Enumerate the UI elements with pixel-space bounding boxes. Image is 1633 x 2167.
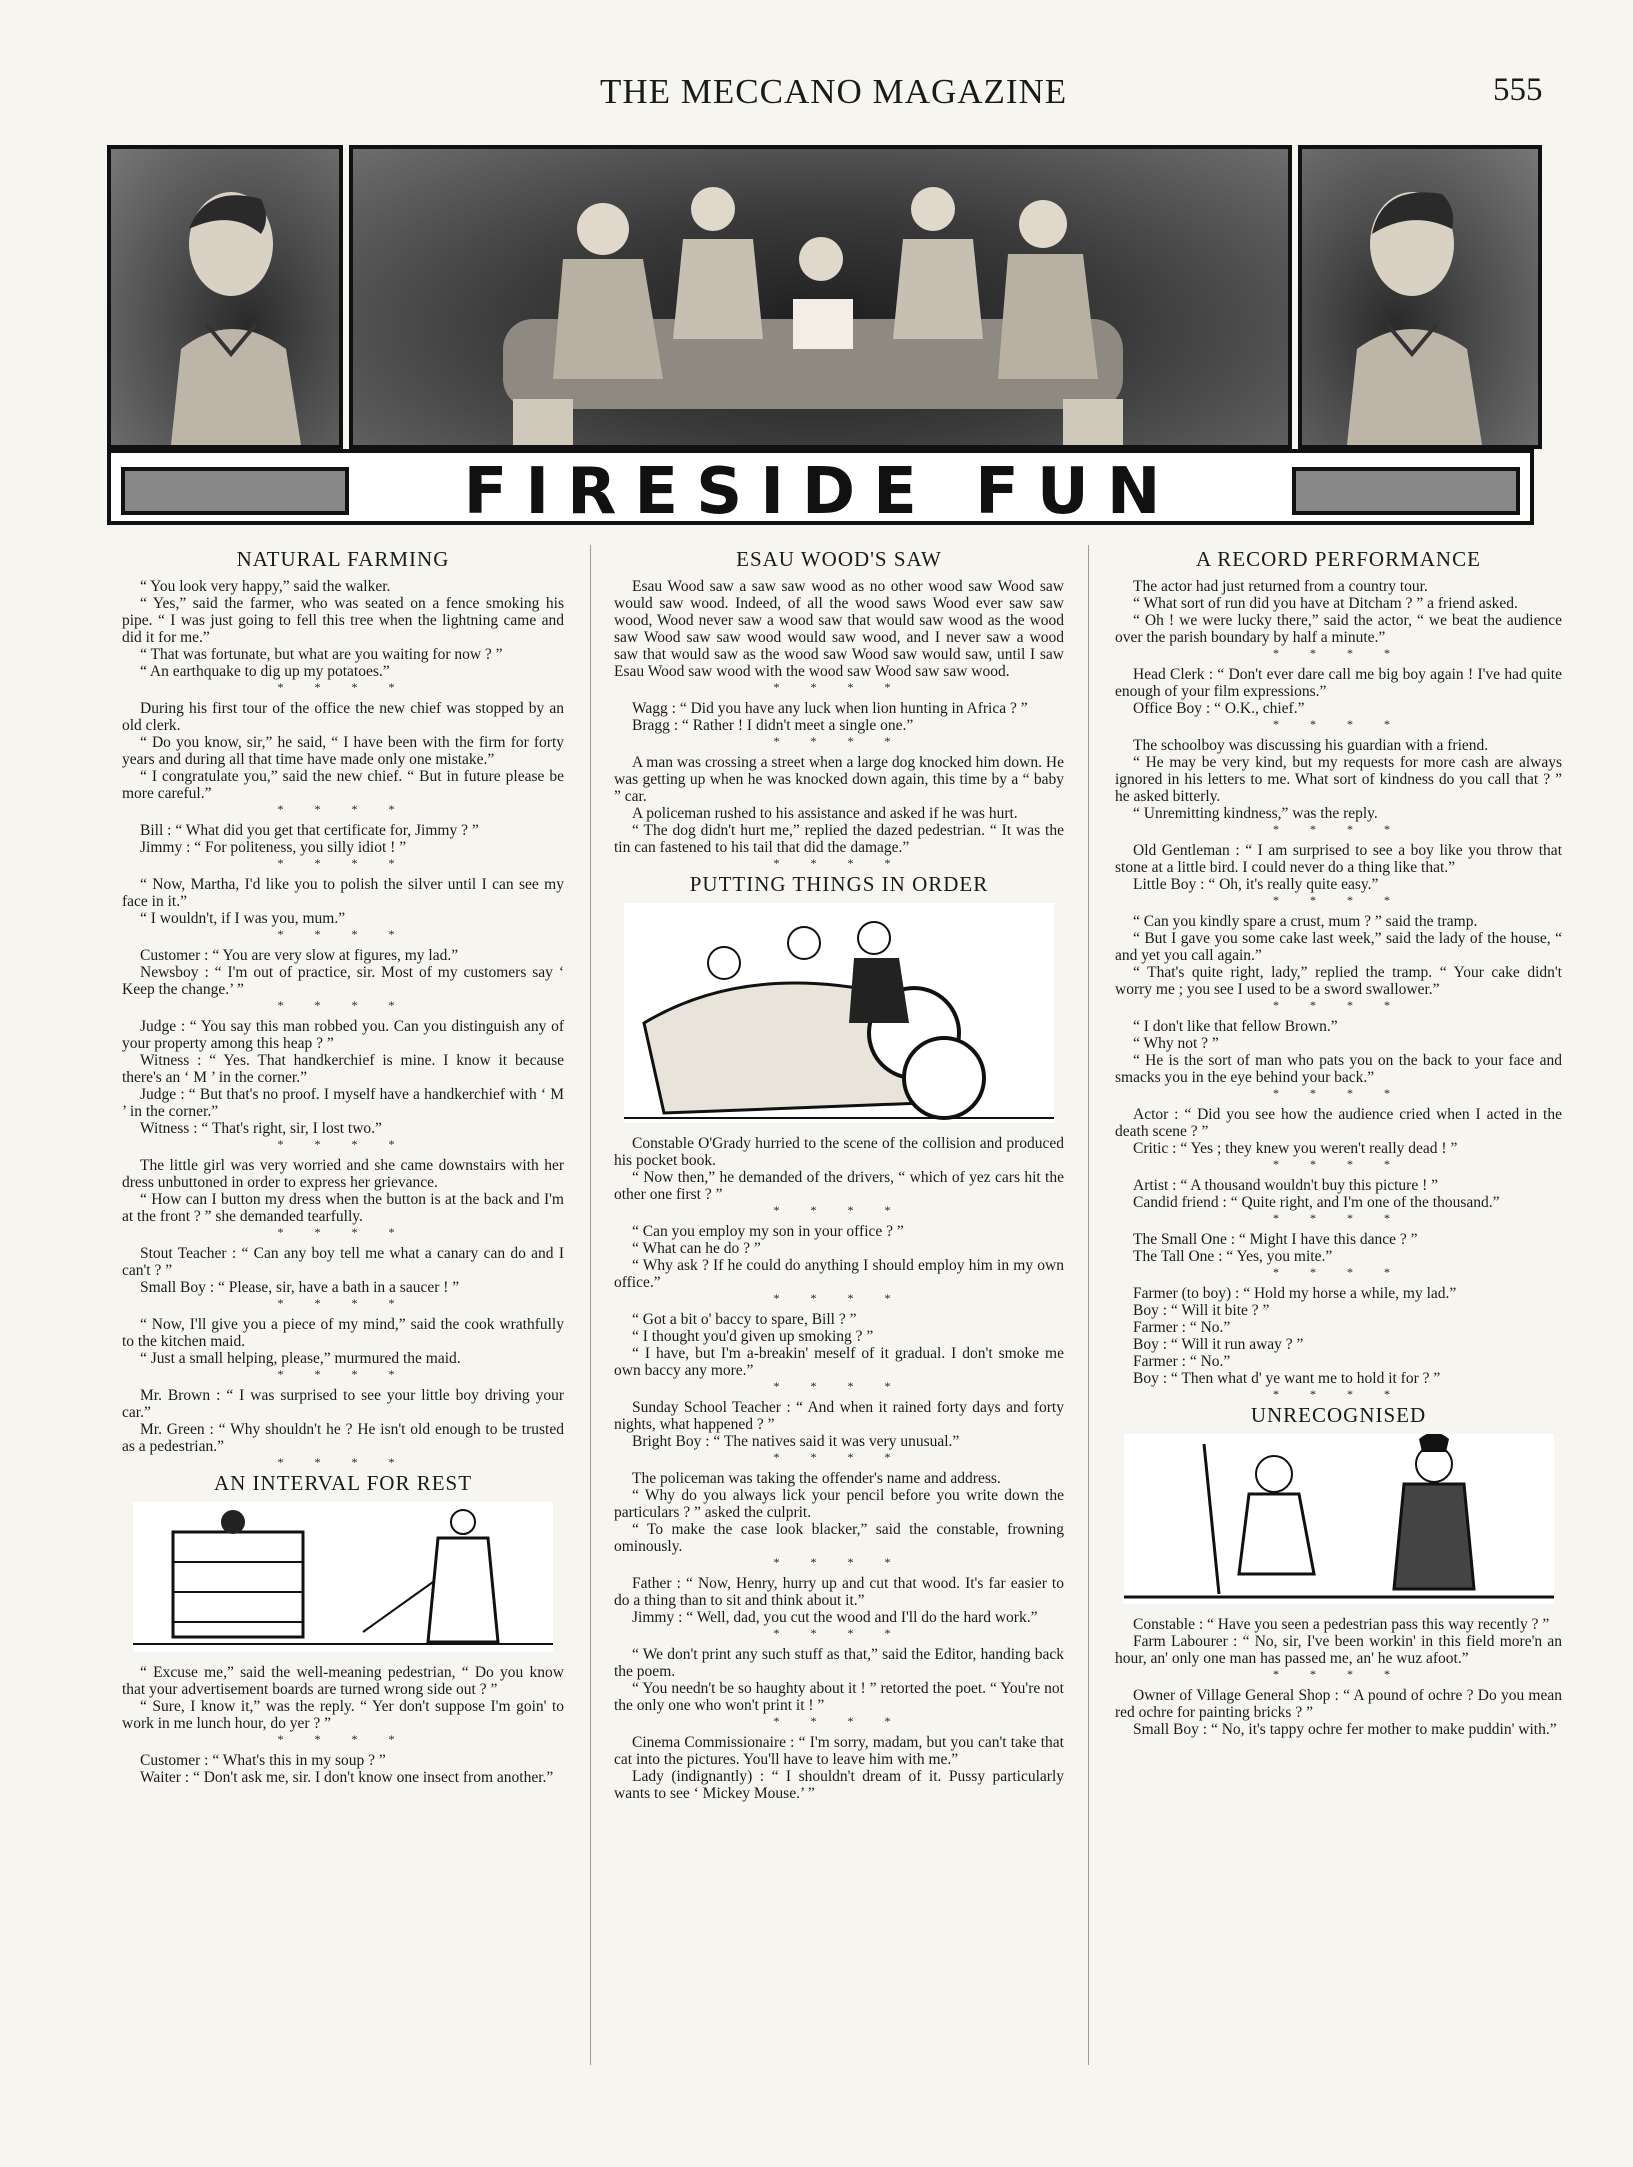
paragraph: Farmer (to boy) : “ Hold my horse a while, my lad.” xyxy=(1133,1285,1457,1302)
separator-asterisks: * * * * xyxy=(1273,822,1404,836)
paragraph: Farm Labourer : “ No, sir, I've been workin' in this field more'n an hour, an' only one man has passed me, an' he wuz afoot.” xyxy=(1115,1633,1562,1667)
paragraph: Constable : “ Have you seen a pedestrian pass this way recently ? ” xyxy=(1133,1616,1550,1633)
separator-asterisks: * * * * xyxy=(277,1296,409,1310)
paragraph: “ That was fortunate, but what are you waiting for now ? ” xyxy=(140,646,503,663)
paragraph: “ He is the sort of man who pats you on the back to your face and smacks you in the eye behind your back.” xyxy=(1115,1052,1562,1086)
section-body xyxy=(122,578,564,1469)
separator-asterisks: * * * * xyxy=(1273,1667,1404,1681)
section-body xyxy=(122,1664,564,1786)
paragraph: Lady (indignantly) : “ I shouldn't dream of it. Pussy particularly wants to see ‘ Mickey Mouse.’ ” xyxy=(614,1768,1064,1802)
separator-asterisks: * * * * xyxy=(1273,717,1404,731)
separator-asterisks: * * * * xyxy=(277,1455,409,1469)
paragraph: Witness : “ That's right, sir, I lost two.” xyxy=(140,1120,382,1137)
paragraph: Father : “ Now, Henry, hurry up and cut that wood. It's far easier to do a thing than to sit and think about it.” xyxy=(614,1575,1064,1609)
separator-asterisks: * * * * xyxy=(773,680,905,694)
separator-asterisks: * * * * xyxy=(773,1626,905,1640)
paragraph: “ I have, but I'm a-breakin' meself of it gradual. I don't smoke me own baccy any more.” xyxy=(614,1345,1064,1379)
separator-asterisks: * * * * xyxy=(277,1225,409,1239)
paragraph: Small Boy : “ Please, sir, have a bath in a saucer ! ” xyxy=(140,1279,460,1296)
paragraph: The schoolboy was discussing his guardian with a friend. xyxy=(1133,737,1489,754)
separator-asterisks: * * * * xyxy=(1273,1086,1404,1100)
paragraph: Bill : “ What did you get that certificate for, Jimmy ? ” xyxy=(140,822,479,839)
paragraph: “ Just a small helping, please,” murmured the maid. xyxy=(140,1350,461,1367)
paragraph: The Small One : “ Might I have this dance ? ” xyxy=(1133,1231,1418,1248)
paragraph: Critic : “ Yes ; they knew you weren't really dead ! ” xyxy=(1133,1140,1458,1157)
paragraph: “ Can you employ my son in your office ? ” xyxy=(632,1223,904,1240)
section-body xyxy=(1115,1616,1562,1738)
paragraph: Stout Teacher : “ Can any boy tell me what a canary can do and I can't ? ” xyxy=(122,1245,564,1279)
paragraph: “ I congratulate you,” said the new chief. “ But in future please be more careful.” xyxy=(122,768,564,802)
paragraph: “ The dog didn't hurt me,” replied the dazed pedestrian. “ It was the tin can fastened to his tail that did the damage.” xyxy=(614,822,1064,856)
paragraph: Wagg : “ Did you have any luck when lion hunting in Africa ? ” xyxy=(632,700,1028,717)
constable-and-farm-labourer-illustration xyxy=(1124,1434,1554,1604)
column-1 xyxy=(122,545,564,1786)
section-heading: ESAU WOOD'S SAW xyxy=(736,547,942,571)
paragraph: Boy : “ Then what d' ye want me to hold it for ? ” xyxy=(1133,1370,1441,1387)
paragraph: Jimmy : “ For politeness, you silly idiot ! ” xyxy=(140,839,407,856)
paragraph: Constable O'Grady hurried to the scene of the collision and produced his pocket book. xyxy=(614,1135,1064,1169)
paragraph: “ Why do you always lick your pencil before you write down the particulars ? ” asked the culprit. xyxy=(614,1487,1064,1521)
paragraph: “ But I gave you some cake last week,” said the lady of the house, “ and yet you call again.” xyxy=(1115,930,1562,964)
paragraph: During his first tour of the office the new chief was stopped by an old clerk. xyxy=(122,700,564,734)
paragraph: Cinema Commissionaire : “ I'm sorry, madam, but you can't take that cat into the pictures. You'll have to leave him with me.” xyxy=(614,1734,1064,1768)
section-heading: UNRECOGNISED xyxy=(1250,1403,1427,1427)
separator-asterisks: * * * * xyxy=(277,1367,409,1381)
paragraph: The actor had just returned from a country tour. xyxy=(1133,578,1428,595)
paragraph: Old Gentleman : “ I am surprised to see a boy like you throw that stone at a little bird. I could never do a thing like that.” xyxy=(1115,842,1562,876)
section-body xyxy=(1115,578,1562,1401)
column-rule xyxy=(590,545,591,2065)
separator-asterisks: * * * * xyxy=(773,1379,905,1393)
separator-asterisks: * * * * xyxy=(773,734,905,748)
paragraph: Boy : “ Will it bite ? ” xyxy=(1133,1302,1270,1319)
paragraph: “ Yes,” said the farmer, who was seated on a fence smoking his pipe. “ I was just going to fell this tree when the lightning came and did it for me.” xyxy=(122,595,564,646)
separator-asterisks: * * * * xyxy=(1273,893,1404,907)
separator-asterisks: * * * * xyxy=(1273,998,1404,1012)
section-heading: PUTTING THINGS IN ORDER xyxy=(689,872,989,896)
paragraph: “ I don't like that fellow Brown.” xyxy=(1133,1018,1338,1035)
section-body xyxy=(614,1135,1064,1802)
section-heading: AN INTERVAL FOR REST xyxy=(213,1471,473,1495)
paragraph: Actor : “ Did you see how the audience cried when I acted in the death scene ? ” xyxy=(1115,1106,1562,1140)
separator-asterisks: * * * * xyxy=(1273,1265,1404,1279)
paragraph: “ You needn't be so haughty about it ! ” retorted the poet. “ You're not the only one who won't print it ! ” xyxy=(614,1680,1064,1714)
paragraph: The little girl was very worried and she came downstairs with her dress unbuttoned in order to express her grievance. xyxy=(122,1157,564,1191)
magazine-title: THE MECCANO MAGAZINE xyxy=(600,72,1068,111)
paragraph: “ An earthquake to dig up my potatoes.” xyxy=(140,663,390,680)
separator-asterisks: * * * * xyxy=(1273,1387,1404,1401)
car-collision-constable-illustration xyxy=(624,903,1054,1123)
paragraph: Little Boy : “ Oh, it's really quite easy.” xyxy=(1133,876,1379,893)
paragraph: Office Boy : “ O.K., chief.” xyxy=(1133,700,1305,717)
paragraph: “ Now then,” he demanded of the drivers, “ which of yez cars hit the other one first ? ” xyxy=(614,1169,1064,1203)
separator-asterisks: * * * * xyxy=(773,856,905,870)
sandwich-board-men-illustration xyxy=(133,1502,553,1652)
title-bar-left-panel xyxy=(121,467,349,515)
section-body xyxy=(614,578,1064,870)
paragraph: Judge : “ But that's no proof. I myself have a handkerchief with ‘ M ’ in the corner.” xyxy=(122,1086,564,1120)
paragraph: “ Why not ? ” xyxy=(1133,1035,1219,1052)
paragraph: “ What sort of run did you have at Ditcham ? ” a friend asked. xyxy=(1133,595,1518,612)
paragraph: Mr. Brown : “ I was surprised to see your little boy driving your car.” xyxy=(122,1387,564,1421)
paragraph: “ You look very happy,” said the walker. xyxy=(140,578,391,595)
family-by-fireside-illustration xyxy=(349,145,1292,449)
paragraph: “ We don't print any such stuff as that,” said the Editor, handing back the poem. xyxy=(614,1646,1064,1680)
paragraph: Bragg : “ Rather ! I didn't meet a single one.” xyxy=(632,717,914,734)
paragraph: Candid friend : “ Quite right, and I'm one of the thousand.” xyxy=(1133,1194,1500,1211)
separator-asterisks: * * * * xyxy=(277,802,409,816)
paragraph: “ Got a bit o' baccy to spare, Bill ? ” xyxy=(632,1311,857,1328)
paragraph: Jimmy : “ Well, dad, you cut the wood and I'll do the hard work.” xyxy=(632,1609,1038,1626)
paragraph: Newsboy : “ I'm out of practice, sir. Most of my customers say ‘ Keep the change.’ ” xyxy=(122,964,564,998)
paragraph: Witness : “ Yes. That handkerchief is mine. I know it because there's an ‘ M ’ in the corner.” xyxy=(122,1052,564,1086)
paragraph: “ That's quite right, lady,” replied the tramp. “ Your cake didn't worry me ; you see I used to be a sword swallower.” xyxy=(1115,964,1562,998)
paragraph: “ I thought you'd given up smoking ? ” xyxy=(632,1328,874,1345)
separator-asterisks: * * * * xyxy=(773,1555,905,1569)
banner-title: FIRESIDE FUN xyxy=(463,455,1179,529)
paragraph: Customer : “ You are very slow at figures, my lad.” xyxy=(140,947,459,964)
section-heading: NATURAL FARMING xyxy=(236,547,450,571)
separator-asterisks: * * * * xyxy=(277,927,409,941)
column-3 xyxy=(1115,545,1562,1738)
paragraph: “ To make the case look blacker,” said the constable, frowning ominously. xyxy=(614,1521,1064,1555)
paragraph: “ What can he do ? ” xyxy=(632,1240,761,1257)
page-number: 555 xyxy=(1493,72,1543,108)
banner-title-bar xyxy=(107,449,1534,529)
title-bar-right-panel xyxy=(1292,467,1520,515)
separator-asterisks: * * * * xyxy=(773,1714,905,1728)
separator-asterisks: * * * * xyxy=(1273,646,1404,660)
paragraph: “ Sure, I know it,” was the reply. “ Yer don't suppose I'm goin' to work in me lunch hour, do yer ? ” xyxy=(122,1698,564,1732)
page-header xyxy=(0,0,1633,120)
paragraph: “ Excuse me,” said the well-meaning pedestrian, “ Do you know that your advertisement boards are turned wrong side out ? ” xyxy=(122,1664,564,1698)
paragraph: “ Why ask ? If he could do anything I should employ him in my own office.” xyxy=(614,1257,1064,1291)
separator-asterisks: * * * * xyxy=(277,998,409,1012)
paragraph: A man was crossing a street when a large dog knocked him down. He was getting up when he was knocked down again, this time by a “ baby ” car. xyxy=(614,754,1064,805)
paragraph: The Tall One : “ Yes, you mite.” xyxy=(1133,1248,1333,1265)
section-heading: A RECORD PERFORMANCE xyxy=(1196,547,1481,571)
paragraph: “ Oh ! we were lucky there,” said the actor, “ we beat the audience over the parish boundary by half a minute.” xyxy=(1115,612,1562,646)
separator-asterisks: * * * * xyxy=(1273,1157,1404,1171)
separator-asterisks: * * * * xyxy=(277,680,409,694)
paragraph: “ Now, I'll give you a piece of my mind,” said the cook wrathfully to the kitchen maid. xyxy=(122,1316,564,1350)
paragraph: Farmer : “ No.” xyxy=(1133,1319,1231,1336)
paragraph: Farmer : “ No.” xyxy=(1133,1353,1231,1370)
paragraph: “ Unremitting kindness,” was the reply. xyxy=(1133,805,1378,822)
paragraph: “ He may be very kind, but my requests for more cash are always ignored in his letters to me. What sort of kindness do you call that ? ” he asked bitterly. xyxy=(1115,754,1562,805)
boy-portrait-left-illustration xyxy=(107,145,343,449)
separator-asterisks: * * * * xyxy=(773,1203,905,1217)
column-2 xyxy=(614,545,1064,1802)
paragraph: Judge : “ You say this man robbed you. Can you distinguish any of your property among this heap ? ” xyxy=(122,1018,564,1052)
separator-asterisks: * * * * xyxy=(277,1732,409,1746)
paragraph: “ I wouldn't, if I was you, mum.” xyxy=(140,910,346,927)
paragraph: A policeman rushed to his assistance and asked if he was hurt. xyxy=(632,805,1018,822)
paragraph: Sunday School Teacher : “ And when it rained forty days and forty nights, what happened ? ” xyxy=(614,1399,1064,1433)
paragraph: Customer : “ What's this in my soup ? ” xyxy=(140,1752,386,1769)
boy-portrait-right-illustration xyxy=(1298,145,1542,449)
paragraph: “ Can you kindly spare a crust, mum ? ” said the tramp. xyxy=(1133,913,1478,930)
separator-asterisks: * * * * xyxy=(277,1137,409,1151)
separator-asterisks: * * * * xyxy=(773,1450,905,1464)
column-rule xyxy=(1088,545,1089,2065)
paragraph: Owner of Village General Shop : “ A pound of ochre ? Do you mean red ochre for painting bricks ? ” xyxy=(1115,1687,1562,1721)
paragraph: Head Clerk : “ Don't ever dare call me big boy again ! I've had quite enough of your film expressions.” xyxy=(1115,666,1562,700)
paragraph: “ Do you know, sir,” he said, “ I have been with the firm for forty years and during all that time have made only one mistake.” xyxy=(122,734,564,768)
paragraph: The policeman was taking the offender's name and address. xyxy=(632,1470,1001,1487)
paragraph: Boy : “ Will it run away ? ” xyxy=(1133,1336,1304,1353)
paragraph: Mr. Green : “ Why shouldn't he ? He isn't old enough to be trusted as a pedestrian.” xyxy=(122,1421,564,1455)
paragraph: “ How can I button my dress when the button is at the back and I'm at the front ? ” she demanded tearfully. xyxy=(122,1191,564,1225)
separator-asterisks: * * * * xyxy=(277,856,409,870)
paragraph: Artist : “ A thousand wouldn't buy this picture ! ” xyxy=(1133,1177,1439,1194)
paragraph: Small Boy : “ No, it's tappy ochre fer mother to make puddin' with.” xyxy=(1133,1721,1557,1738)
separator-asterisks: * * * * xyxy=(1273,1211,1404,1225)
paragraph: Bright Boy : “ The natives said it was very unusual.” xyxy=(632,1433,960,1450)
separator-asterisks: * * * * xyxy=(773,1291,905,1305)
paragraph: Esau Wood saw a saw saw wood as no other wood saw Wood saw would saw wood. Indeed, of all the wood saws Wood ever saw saw wood, Wood never saw a wood saw that would saw wood as the wood saw Wood saw saw wood would saw wood, and I never saw a wood saw that would saw as the wood saw Wood saw would saw, until I saw Esau Wood saw wood with the wood saw Wood saw saw wood. xyxy=(614,578,1064,680)
paragraph: Waiter : “ Don't ask me, sir. I don't know one insect from another.” xyxy=(140,1769,554,1786)
fireside-banner xyxy=(107,145,1542,529)
paragraph: “ Now, Martha, I'd like you to polish the silver until I can see my face in it.” xyxy=(122,876,564,910)
